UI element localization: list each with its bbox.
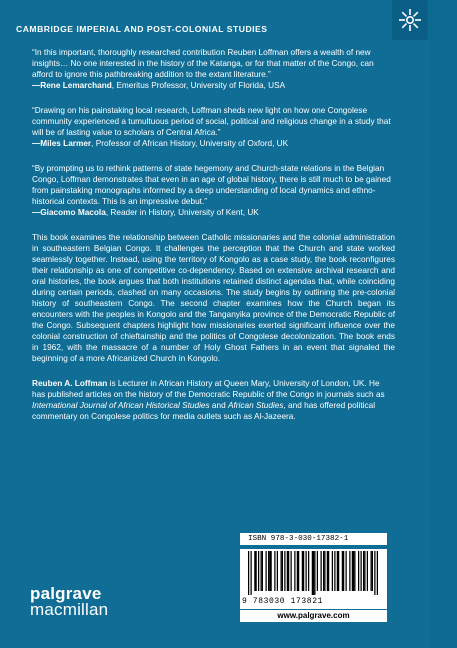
publisher-website: www.palgrave.com xyxy=(240,610,387,622)
quote-text: “By prompting us to rethink patterns of state hegemony and Church-state relations in the Belgian Congo, Loffman demonstrates that even in an age of global history, there is still much to be gained from painstaking monographs informed by a deep understanding of local dynamics and ethno-historical contexts. This is an impressive debut.” xyxy=(32,164,391,206)
author-bio xyxy=(32,378,395,422)
publisher-logo xyxy=(392,0,428,40)
quote-author: —Giacomo Macola xyxy=(32,208,106,217)
endorsement-quote xyxy=(32,163,395,218)
quote-author: —Rene Lemarchand xyxy=(32,81,112,90)
series-title: CAMBRIDGE IMPERIAL AND POST-COLONIAL STUDIES xyxy=(16,24,268,34)
publisher-name-line2: macmillan xyxy=(30,600,109,619)
publisher-wordmark xyxy=(30,586,108,618)
quote-attribution xyxy=(32,207,395,218)
endorsement-quote xyxy=(32,47,395,91)
quote-text: “Drawing on his painstaking local research, Loffman sheds new light on how one Congolese community experienced a tumultuous period of social, political and religious change in a study that will be of lasting value to scholars of Central Africa.” xyxy=(32,106,391,137)
bio-text: and xyxy=(209,401,228,410)
right-edge-strip xyxy=(429,0,457,648)
author-name: Reuben A. Loffman xyxy=(32,379,108,388)
bio-text: and has offered political commentary on Congolese politics for media outlets such as Al-Jazeera. xyxy=(32,401,376,421)
back-cover-text xyxy=(32,47,395,422)
barcode-digits: 9 783030 173821 xyxy=(242,597,324,606)
quote-attribution xyxy=(32,80,395,91)
barcode xyxy=(240,549,387,609)
publisher-name-line1: palgrave xyxy=(30,584,102,603)
quote-text: “In this important, thoroughly researched contribution Reuben Loffman offers a wealth of new insights… No one interested in the history of the Katanga, or for that matter of the Congo, can afford to ignore this pathbreaking addition to the extant literature.” xyxy=(32,48,374,79)
quote-author: —Miles Larmer xyxy=(32,139,92,148)
quote-author-title: , Professor of African History, University of Oxford, UK xyxy=(91,139,289,148)
journal-title: African Studies, xyxy=(227,401,286,410)
quote-author-title: , Emeritus Professor, University of Florida, USA xyxy=(111,81,286,90)
quote-attribution xyxy=(32,138,395,149)
barcode-block xyxy=(240,533,387,628)
bio-text: is Lecturer in African History at Queen Mary, University of London, UK. He has published articles on the history of the Democratic Republic of the Congo in journals such as xyxy=(32,379,385,399)
journal-title: International Journal of African Historical Studies xyxy=(32,401,210,410)
palgrave-logo-icon xyxy=(397,7,423,33)
endorsement-quote xyxy=(32,105,395,149)
quote-author-title: , Reader in History, University of Kent, UK xyxy=(105,208,259,217)
isbn-label: ISBN 978-3-030-17382-1 xyxy=(240,533,387,545)
book-description: This book examines the relationship between Catholic missionaries and the colonial administration in southeastern Belgian Congo. It challenges the perception that the Church and state worked seamlessly together. Instead, using the territory of Kongolo as a case study, the book reconfigures their relationship as one of competitive co-dependency. Based on extensive archival research and oral histories, the book argues that both institutions retained distinct agendas that, while coinciding during certain periods, clashed on many occasions. The study begins by outlining the pre-colonial history of southeastern Congo. The second chapter examines how the Church began its encounters with the peoples in Kongolo and the Tanganyika province of the Democratic Republic of the Congo. Subsequent chapters highlight how missionaries exerted significant influence over the colonial construction of chieftainship and the politics of Congolese decolonization. The book ends in 1962, with the massacre of a number of Holy Ghost Fathers in an event that signaled the beginning of a more Africanized Church in Kongolo. xyxy=(32,233,395,363)
barcode-bars xyxy=(246,551,381,595)
